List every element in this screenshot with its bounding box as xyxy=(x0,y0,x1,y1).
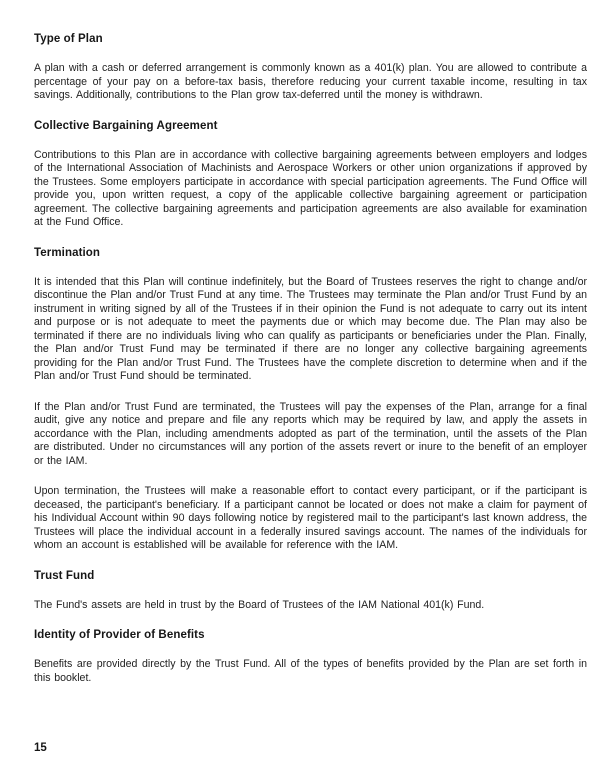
section-identity-of-provider-of-benefits xyxy=(34,629,587,685)
page-number: 15 xyxy=(34,742,47,754)
paragraph: A plan with a cash or deferred arrangement is commonly known as a 401(k) plan. You are allowed to contribute a percentage of your pay on a before-tax basis, therefore reducing your current taxable income, resulting in tax savings. Additionally, contributions to the Plan grow tax-deferred until the money is withdrawn. xyxy=(34,62,587,101)
section-heading: Type of Plan xyxy=(34,33,103,45)
paragraph: If the Plan and/or Trust Fund are terminated, the Trustees will pay the expenses of the Plan, arrange for a final audit, give any notice and prepare and file any reports which may be required by law, and apply the assets in accordance with the Plan, including amendments adopted as part of the termination, until the assets of the Plan are distributed. Under no circumstances will any portion of the assets revert or inure to the benefit of an employer or the IAM. xyxy=(34,400,587,467)
section-heading: Termination xyxy=(34,246,101,259)
section-collective-bargaining-agreement xyxy=(34,120,587,230)
paragraph: Upon termination, the Trustees will make a reasonable effort to contact every participant, or if the participant is deceased, the participant's beneficiary. If a participant cannot be located or does not make a claim for payment of his Individual Account within 90 days following notice by registered mail to the participant's last known address, the Trustees will place the individual account in a federally insured savings account. The names of the individuals for whom an account is established will be available for reference with the IAM. xyxy=(34,485,587,551)
section-termination xyxy=(34,247,587,553)
paragraph: The Fund's assets are held in trust by the Board of Trustees of the IAM National 401(k) Fund. xyxy=(34,598,485,611)
paragraph: Contributions to this Plan are in accordance with collective bargaining agreements between employers and lodges of the International Association of Machinists and Aerospace Workers or other union organizations if approved by the Trustees. Some employers participate in accordance with special participation agreements. The Fund Office will provide you, upon written request, a copy of the applicable collective bargaining agreement or participation agreement. The collective bargaining agreements and participation agreements are also available for examination at the Fund Office. xyxy=(34,148,587,228)
paragraph: It is intended that this Plan will continue indefinitely, but the Board of Trustees reserves the right to change and/or discontinue the Plan and/or Trust Fund at any time. The Trustees may terminate the Plan and/or Trust Fund by an instrument in writing signed by all of the Trustees if in their opinion the Fund is not adequate to carry out its intent and purpose or is not adequate to meet the payments due or which may become due. The Plan may also be terminated if there are no individuals living who can qualify as participants or beneficiaries under the Plan. Finally, the Plan and/or Trust Fund may be terminated if there are no longer any collective bargaining agreements providing for the Plan and/or Trust Fund. The Trustees have the complete discretion to determine when and if the Plan and/or Trust Fund should be terminated. xyxy=(34,275,587,382)
section-trust-fund xyxy=(34,570,587,613)
section-heading: Identity of Provider of Benefits xyxy=(34,629,205,641)
paragraph: Benefits are provided directly by the Trust Fund. All of the types of benefits provided by the Plan are set forth in this booklet. xyxy=(34,658,587,684)
section-type-of-plan xyxy=(34,33,587,103)
section-heading: Trust Fund xyxy=(34,569,95,582)
section-heading: Collective Bargaining Agreement xyxy=(34,119,218,132)
